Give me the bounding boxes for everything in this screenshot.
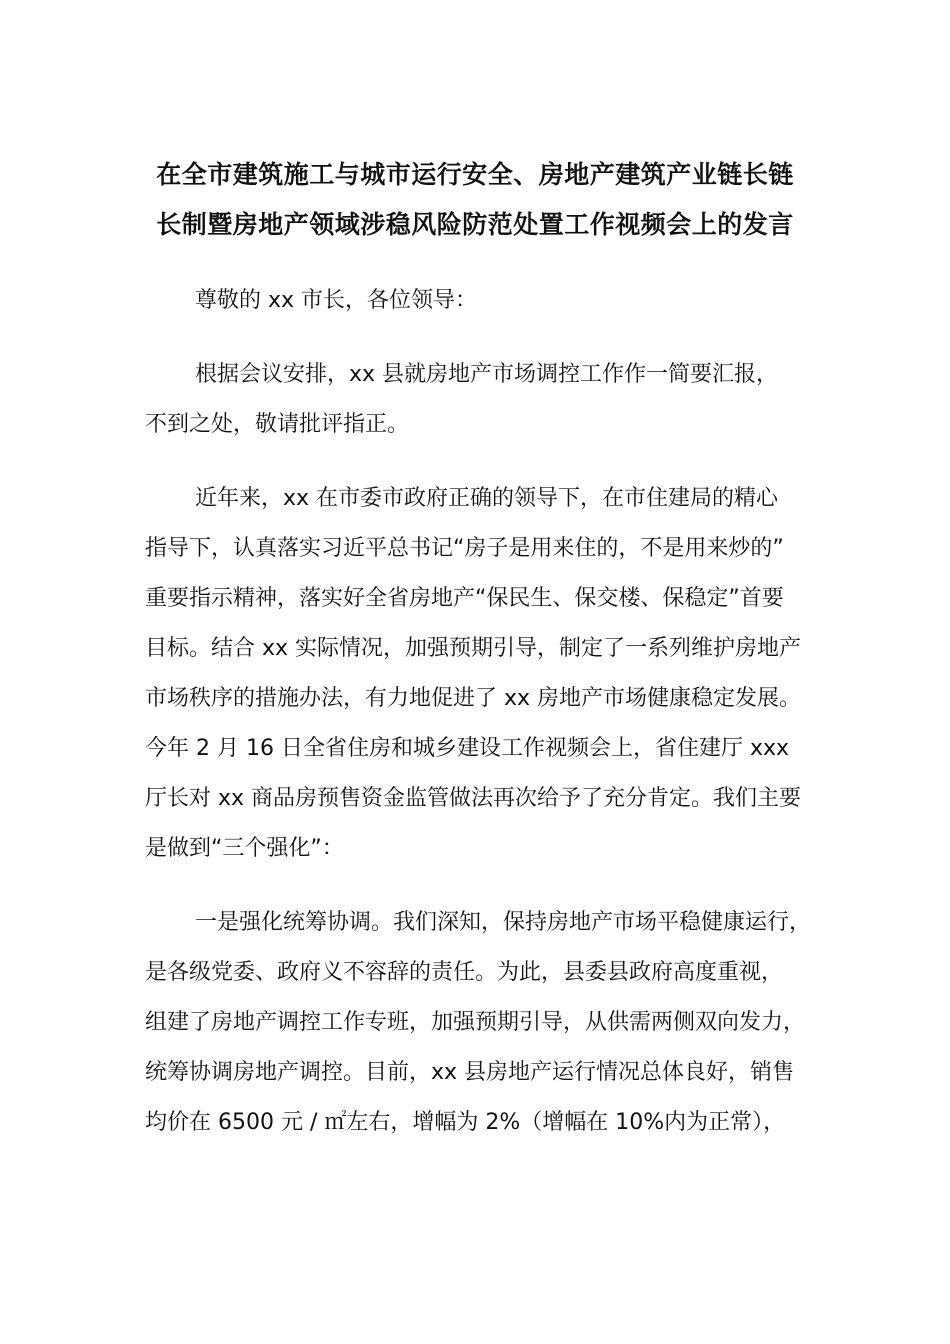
paragraph-line: 近年来，xx 在市委市政府正确的领导下，在市住建局的精心 [195, 486, 779, 511]
paragraph-line: 尊敬的 xx 市长，各位领导： [195, 288, 478, 313]
paragraph-line: 不到之处，敬请批评指正。 [145, 412, 410, 437]
paragraph-line: 是做到“三个强化”： [145, 836, 344, 861]
paragraph-gap [145, 874, 825, 898]
paragraph-intro [145, 350, 825, 450]
paragraph-line: 目标。结合 xx 实际情况，加强预期引导，制定了一系列维护房地产 [145, 636, 802, 661]
document-title [0, 150, 950, 250]
paragraph-point-one [145, 898, 825, 1148]
title-line: 在全市建筑施工与城市运行安全、房地产建筑产业链长链 [156, 160, 794, 189]
paragraph-line: 一是强化统筹协调。我们深知，保持房地产市场平稳健康运行， [195, 910, 812, 935]
paragraph-line: 均价在 6500 元 / ㎡左右，增幅为 2%（增幅在 10%内为正常）， [145, 1110, 786, 1135]
paragraph-line: 重要指示精神，落实好全省房地产“保民生、保交楼、保稳定”首要 [145, 586, 784, 611]
paragraph-salutation [145, 276, 825, 326]
paragraph-line: 厅长对 xx 商品房预售资金监管做法再次给予了充分肯定。我们主要 [145, 786, 802, 811]
paragraph-line: 根据会议安排，xx 县就房地产市场调控工作作一简要汇报， [195, 362, 779, 387]
title-line: 长制暨房地产领域涉稳风险防范处置工作视频会上的发言 [156, 210, 794, 239]
paragraph-line: 是各级党委、政府义不容辞的责任。为此，县委县政府高度重视， [145, 960, 784, 985]
paragraph-line: 市场秩序的措施办法，有力地促进了 xx 房地产市场健康稳定发展。 [145, 686, 802, 711]
paragraph-line: 统筹协调房地产调控。目前，xx 县房地产运行情况总体良好，销售 [145, 1060, 795, 1085]
paragraph-line: 指导下，认真落实习近平总书记“房子是用来住的，不是用来炒的” [145, 536, 784, 561]
paragraph-gap [145, 450, 825, 474]
paragraph-line: 组建了房地产调控工作专班，加强预期引导，从供需两侧双向发力， [145, 1010, 806, 1035]
paragraph-gap [145, 326, 825, 350]
document-body [145, 276, 825, 1148]
paragraph-line: 今年 2 月 16 日全省住房和城乡建设工作视频会上，省住建厅 xxx [145, 736, 790, 761]
paragraph-overview [145, 474, 825, 874]
